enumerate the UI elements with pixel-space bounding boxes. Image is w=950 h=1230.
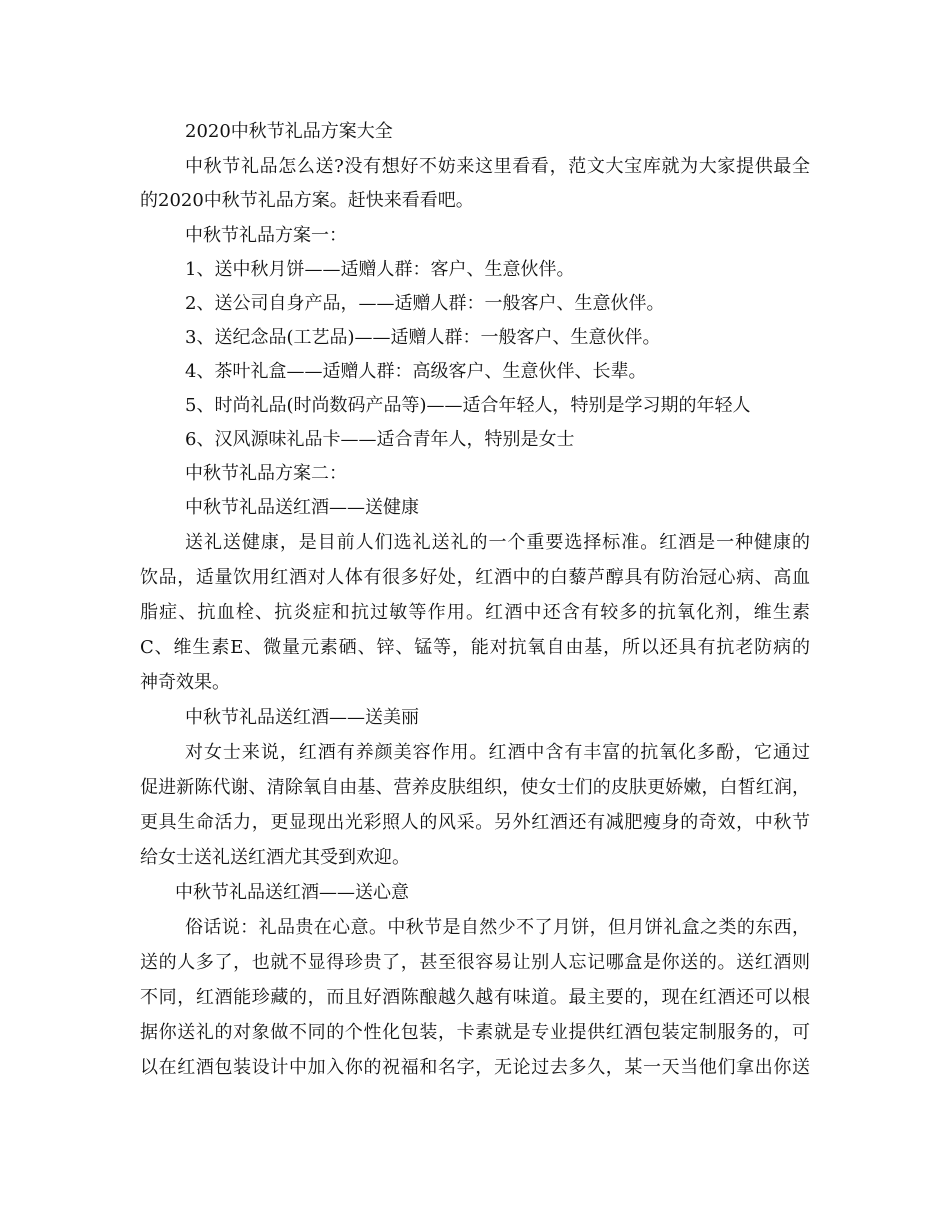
subheading: 中秋节礼品送红酒——送心意	[175, 882, 409, 903]
paragraph-line: 给女士送礼送红酒尤其受到欢迎。	[140, 847, 410, 868]
document-title: 2020中秋节礼品方案大全	[185, 121, 393, 142]
list-item: 5、时尚礼品(时尚数码产品等)——适合年轻人，特别是学习期的年轻人	[185, 395, 751, 416]
subheading: 中秋节礼品送红酒——送美丽	[185, 707, 419, 728]
list-item: 3、送纪念品(工艺品)——适赠人群：一般客户、生意伙伴。	[185, 327, 661, 348]
paragraph-line: C、维生素E、微量元素硒、锌、锰等，能对抗氧自由基，所以还具有抗老防病的	[140, 637, 810, 658]
paragraph-line: 以在红酒包装设计中加入你的祝福和名字，无论过去多久，某一天当他们拿出你送	[140, 1057, 810, 1078]
section-heading: 中秋节礼品方案二：	[185, 463, 347, 484]
list-item: 4、茶叶礼盒——适赠人群：高级客户、生意伙伴、长辈。	[185, 361, 647, 382]
paragraph-line: 促进新陈代谢、清除氧自由基、营养皮肤组织，使女士们的皮肤更娇嫩，白皙红润，	[140, 777, 810, 798]
section-heading: 中秋节礼品方案一：	[185, 225, 347, 246]
paragraph-line: 神奇效果。	[140, 672, 230, 693]
list-item: 1、送中秋月饼——适赠人群：客户、生意伙伴。	[185, 259, 575, 280]
paragraph-line: 据你送礼的对象做不同的个性化包装，卡素就是专业提供红酒包装定制服务的，可	[140, 1022, 810, 1043]
paragraph-line: 饮品，适量饮用红酒对人体有很多好处，红酒中的白藜芦醇具有防治冠心病、高血	[140, 567, 810, 588]
paragraph-line: 不同，红酒能珍藏的，而且好酒陈酿越久越有味道。最主要的，现在红酒还可以根	[140, 987, 810, 1008]
list-item: 2、送公司自身产品，——适赠人群：一般客户、生意伙伴。	[185, 293, 665, 314]
paragraph-line: 脂症、抗血栓、抗炎症和抗过敏等作用。红酒中还含有较多的抗氧化剂，维生素	[140, 602, 810, 623]
list-item: 6、汉风源味礼品卡——适合青年人，特别是女士	[185, 429, 575, 450]
paragraph-line: 中秋节礼品怎么送?没有想好不妨来这里看看，范文大宝库就为大家提供最全	[185, 156, 810, 177]
paragraph-line: 俗话说：礼品贵在心意。中秋节是自然少不了月饼，但月饼礼盒之类的东西，	[185, 917, 810, 938]
paragraph-line: 送礼送健康，是目前人们选礼送礼的一个重要选择标准。红酒是一种健康的	[185, 532, 810, 553]
paragraph-line: 的2020中秋节礼品方案。赶快来看看吧。	[140, 190, 474, 211]
paragraph-line: 更具生命活力，更显现出光彩照人的风采。另外红酒还有减肥瘦身的奇效，中秋节	[140, 812, 810, 833]
paragraph-line: 对女士来说，红酒有养颜美容作用。红酒中含有丰富的抗氧化多酚，它通过	[185, 742, 810, 763]
subheading: 中秋节礼品送红酒——送健康	[185, 497, 419, 518]
paragraph-line: 送的人多了，也就不显得珍贵了，甚至很容易让别人忘记哪盒是你送的。送红酒则	[140, 952, 810, 973]
